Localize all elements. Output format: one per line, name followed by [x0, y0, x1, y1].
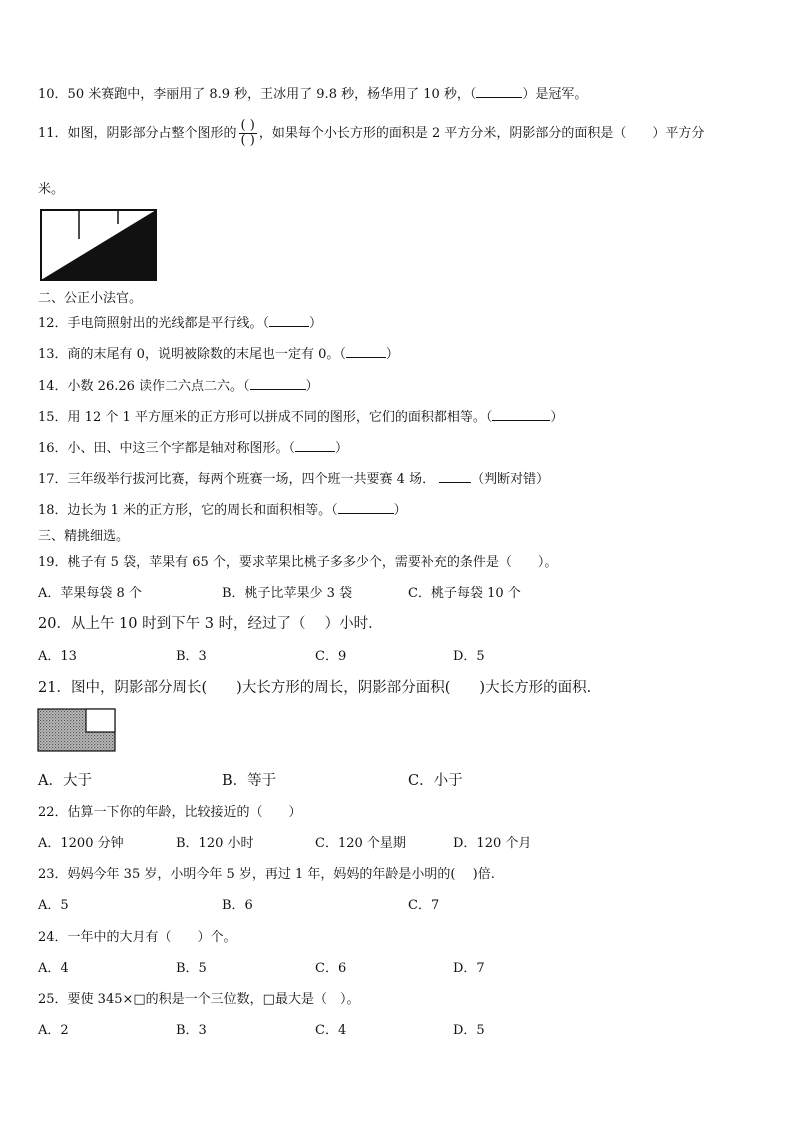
- option-a[interactable]: A．5: [38, 898, 69, 913]
- option-a[interactable]: A．大于: [38, 773, 92, 789]
- unshaded-corner: [86, 709, 115, 732]
- answer-blank[interactable]: [346, 346, 386, 358]
- option-d[interactable]: D．5: [453, 1023, 485, 1038]
- answer-blank[interactable]: [250, 378, 306, 390]
- option-d[interactable]: D．120 个月: [453, 836, 532, 851]
- option-a[interactable]: A．1200 分钟: [38, 836, 124, 851]
- option-c[interactable]: C．7: [408, 898, 440, 913]
- answer-blank[interactable]: [476, 86, 522, 98]
- question-24: 24．一年中的大月有（ ）个。: [38, 930, 237, 945]
- question-11: 11．如图，阴影部分占整个图形的 $\frac{( )}{( )}$ ，如果每个小长方形的面积是 2 平方分米，阴影部分的面积是（ ）平方分: [38, 118, 705, 148]
- option-a[interactable]: A．苹果每袋 8 个: [38, 586, 142, 601]
- option-c[interactable]: C．桃子每袋 10 个: [408, 586, 521, 601]
- option-c[interactable]: C．9: [315, 649, 347, 664]
- answer-blank[interactable]: [269, 315, 309, 327]
- option-b[interactable]: B．等于: [222, 773, 277, 789]
- question-17: 17．三年级举行拔河比赛，每两个班赛一场，四个班一共要赛 4 场． （判断对错）: [38, 472, 550, 487]
- option-b[interactable]: B．3: [176, 649, 207, 664]
- option-d[interactable]: D．7: [453, 961, 485, 976]
- question-13: 13．商的末尾有 0，说明被除数的末尾也一定有 0。（ ）: [38, 347, 399, 362]
- question-20: 20．从上午 10 时到下午 3 时，经过了（ ）小时．: [38, 616, 383, 632]
- section-title-3: 三、精挑细选。: [38, 529, 130, 544]
- answer-blank[interactable]: [338, 502, 394, 514]
- answer-blank[interactable]: [439, 471, 471, 483]
- question-12: 12．手电筒照射出的光线都是平行线。（ ）: [38, 316, 323, 331]
- question-21: 21．图中，阴影部分周长( )大长方形的周长，阴影部分面积( )大长方形的面积．: [38, 680, 602, 696]
- option-a[interactable]: A．13: [38, 649, 77, 664]
- option-b[interactable]: B．桃子比苹果少 3 袋: [222, 586, 353, 601]
- question-18: 18．边长为 1 米的正方形，它的周长和面积相等。（ ）: [38, 503, 407, 518]
- option-c[interactable]: C．小于: [408, 773, 463, 789]
- question-15: 15．用 12 个 1 平方厘米的正方形可以拼成不同的图形，它们的面积都相等。（ ）: [38, 410, 564, 425]
- option-b[interactable]: B．3: [176, 1023, 207, 1038]
- option-c[interactable]: C．6: [315, 961, 347, 976]
- question-14: 14．小数 26.26 读作二六点二六。（ ）: [38, 379, 319, 394]
- fraction-blank[interactable]: $\frac{( )}{( )}$: [240, 118, 255, 148]
- question-25: 25．要使 345×□的积是一个三位数，□最大是（ ）。: [38, 992, 360, 1007]
- option-b[interactable]: B．6: [222, 898, 253, 913]
- option-c[interactable]: C．4: [315, 1023, 347, 1038]
- answer-blank[interactable]: [295, 440, 335, 452]
- question-16: 16．小、田、中这三个字都是轴对称图形。（ ）: [38, 441, 349, 456]
- shaded-rectangle-corner-figure: [37, 708, 117, 753]
- option-a[interactable]: A．4: [38, 961, 69, 976]
- option-c[interactable]: C．120 个星期: [315, 836, 406, 851]
- question-19: 19．桃子有 5 袋，苹果有 65 个，要求苹果比桃子多多少个，需要补充的条件是（ ）。: [38, 555, 558, 570]
- option-a[interactable]: A．2: [38, 1023, 69, 1038]
- question-11-continued: 米。: [38, 182, 65, 197]
- question-22: 22．估算一下你的年龄，比较接近的（ ）: [38, 805, 302, 820]
- option-d[interactable]: D．5: [453, 649, 485, 664]
- option-b[interactable]: B．5: [176, 961, 207, 976]
- option-b[interactable]: B．120 小时: [176, 836, 254, 851]
- question-10: 10．50 米赛跑中，李丽用了 8.9 秒，王冰用了 9.8 秒，杨华用了 10 秒，（ ）是冠军。: [38, 87, 588, 102]
- answer-blank[interactable]: [492, 409, 550, 421]
- shaded-rectangle-figure: [40, 209, 158, 283]
- question-23: 23．妈妈今年 35 岁，小明今年 5 岁，再过 1 年，妈妈的年龄是小明的( )倍.: [38, 867, 495, 882]
- section-title-2: 二、公正小法官。: [38, 291, 143, 306]
